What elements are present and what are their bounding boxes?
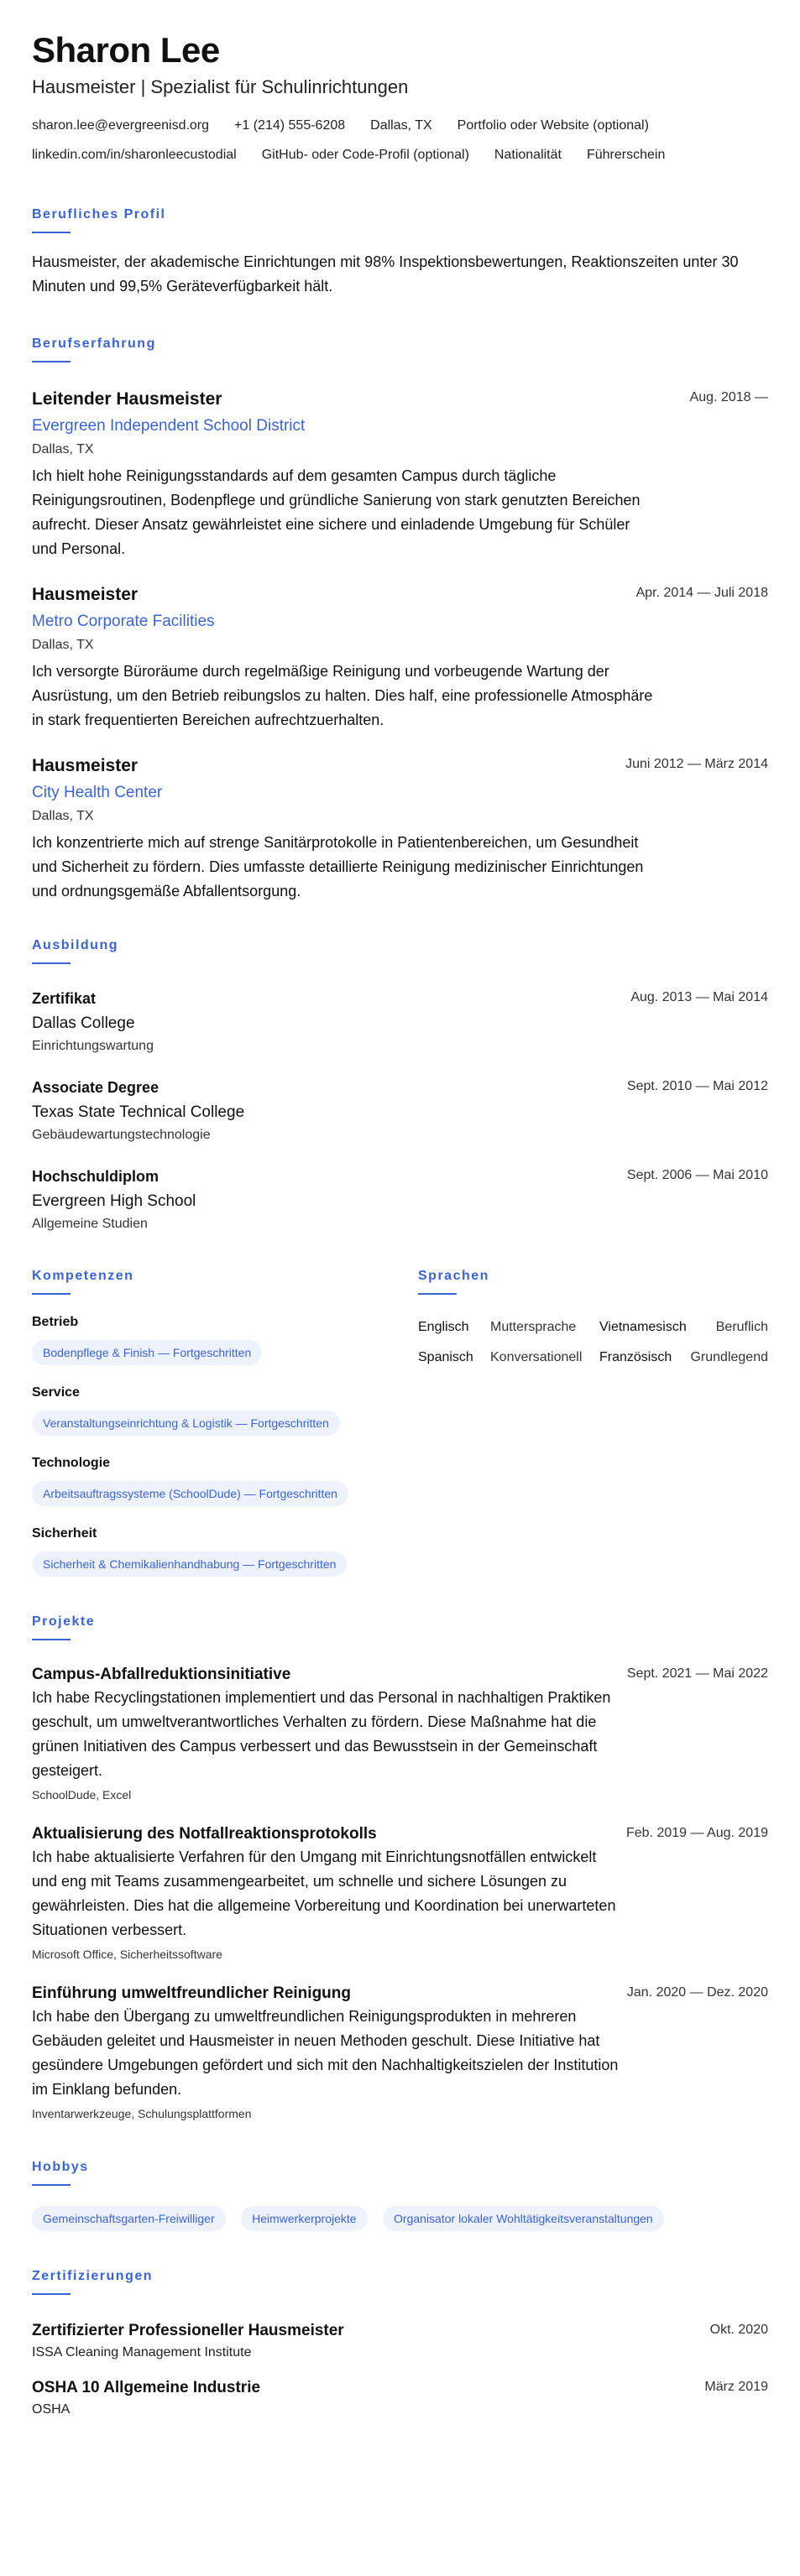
certifications-section — [32, 2268, 768, 2419]
education-degree: Associate Degree — [32, 1079, 159, 1096]
job-title: Leitender Hausmeister — [32, 389, 222, 409]
section-divider — [32, 1293, 71, 1295]
section-divider — [32, 2184, 71, 2186]
project-date: Jan. 2020 — Dez. 2020 — [626, 1985, 768, 2000]
job-date: Apr. 2014 — Juli 2018 — [635, 586, 768, 600]
projects-section — [32, 1614, 768, 2122]
project-tools: SchoolDude, Excel — [32, 1788, 132, 1802]
skills-section — [32, 1268, 418, 1577]
education-school: Texas State Technical College — [32, 1103, 245, 1121]
skill-chip: Veranstaltungseinrichtung & Logistik — Fortgeschritten — [32, 1411, 340, 1436]
certification-title: OSHA 10 Allgemeine Industrie — [32, 2379, 261, 2396]
education-field: Gebäudewartungstechnologie — [32, 1128, 211, 1142]
section-title: Sprachen — [418, 1269, 489, 1283]
certification-org: ISSA Cleaning Management Institute — [32, 2345, 252, 2360]
hobby-chip: Heimwerkerprojekte — [241, 2206, 367, 2231]
project-title: Aktualisierung des Notfallreaktionsprotokolls — [32, 1825, 377, 1843]
contact-location: Dallas, TX — [370, 118, 432, 133]
languages-section — [418, 1268, 768, 1577]
certification-title: Zertifizierter Professioneller Hausmeister — [32, 2322, 344, 2339]
education-field: Einrichtungswartung — [32, 1039, 154, 1053]
certification-entry — [32, 2320, 768, 2362]
project-date: Feb. 2019 — Aug. 2019 — [625, 1826, 768, 1840]
project-date: Sept. 2021 — Mai 2022 — [626, 1666, 768, 1681]
skill-category: Sicherheit — [32, 1526, 97, 1541]
job-company: City Health Center — [32, 784, 163, 801]
hobbies-section — [32, 2159, 768, 2231]
education-degree: Zertifikat — [32, 990, 97, 1007]
project-title: Campus-Abfallreduktionsinitiative — [32, 1666, 291, 1683]
project-title: Einführung umweltfreundlicher Reinigung — [32, 1984, 351, 2002]
language-list — [418, 1318, 768, 1367]
education-school: Evergreen High School — [32, 1192, 196, 1210]
education-date: Sept. 2010 — Mai 2012 — [626, 1079, 768, 1093]
job-company: Metro Corporate Facilities — [32, 613, 215, 630]
education-entry — [32, 1077, 768, 1145]
job-description: Ich konzentrierte mich auf strenge Sanitärprotokolle in Patientenbereichen, um Gesundheit und Sicherheit zu fördern. Dies umfasste detaillierte Reinigung medizinischer Einrichtungen und ordnungsgemäße Abfallentsorgung. — [32, 834, 644, 900]
section-divider — [32, 1639, 71, 1640]
job-location: Dallas, TX — [32, 442, 94, 456]
language-name: Spanisch — [418, 1350, 473, 1364]
contact-phone[interactable]: +1 (214) 555-6208 — [234, 118, 346, 133]
skill-chip: Sicherheit & Chemikalienhandhabung — Fortgeschritten — [32, 1551, 347, 1577]
hobby-chip: Organisator lokaler Wohltätigkeitsveranstaltungen — [383, 2206, 664, 2231]
project-description: Ich habe Recyclingstationen implementiert und das Personal in nachhaltigen Praktiken geschult, um umweltverantwortliches Verhalten zu fördern. Diese Maßnahme hat die grünen Initiativen des Campus verbessert und das Bewusstsein in der Gemeinschaft gesteigert. — [32, 1689, 611, 1779]
certification-org: OSHA — [32, 2402, 71, 2417]
skill-chip: Arbeitsauftragssysteme (SchoolDude) — Fortgeschritten — [32, 1481, 348, 1506]
job-description: Ich versorgte Büroräume durch regelmäßige Reinigung und vorbeugende Wartung der Ausrüstung, um den Betrieb reibungslos zu halten. Dies half, eine professionelle Atmosphäre in stark frequentierten Bereichen aufrechtzuerhalten. — [32, 663, 653, 728]
contact-email[interactable]: sharon.lee@evergreenisd.org — [32, 118, 210, 133]
language-name: Englisch — [418, 1320, 469, 1334]
education-field: Allgemeine Studien — [32, 1217, 148, 1231]
person-name: Sharon Lee — [32, 30, 220, 70]
contact-linkedin[interactable]: linkedin.com/in/sharonleecustodial — [32, 148, 237, 162]
language-name: Vietnamesisch — [599, 1320, 687, 1334]
skill-category: Technologie — [32, 1456, 111, 1470]
contact-nationality: Nationalität — [494, 148, 562, 162]
language-level: Beruflich — [715, 1320, 768, 1334]
job-title: Hausmeister — [32, 585, 139, 604]
job-title: Hausmeister — [32, 756, 139, 775]
job-company: Evergreen Independent School District — [32, 417, 306, 435]
certification-date: Okt. 2020 — [709, 2323, 768, 2337]
contact-github[interactable]: GitHub- oder Code-Profil (optional) — [261, 148, 469, 162]
section-title: Berufserfahrung — [32, 336, 156, 351]
section-divider — [32, 232, 71, 233]
resume-header — [32, 30, 768, 169]
language-level: Konversationell — [490, 1350, 583, 1364]
project-description: Ich habe aktualisierte Verfahren für den Umgang mit Einrichtungsnotfällen entwickelt und eng mit Teams zusammengearbeitet, um schnelle und sichere Lösungen zu gewährleisten. Dies hat die allgemeine Vorbereitung und Koordination bei unerwarteten Situationen verbessert. — [32, 1849, 616, 1938]
section-title: Kompetenzen — [32, 1269, 134, 1283]
education-entry — [32, 1165, 768, 1234]
hobby-chip: Gemeinschaftsgarten-Freiwilliger — [32, 2206, 226, 2231]
experience-section — [32, 336, 768, 904]
language-level: Muttersprache — [490, 1320, 577, 1334]
education-date: Aug. 2013 — Mai 2014 — [630, 990, 768, 1004]
profile-section — [32, 206, 768, 299]
project-description: Ich habe den Übergang zu umweltfreundlichen Reinigungsprodukten in mehreren Gebäuden geleitet und Hausmeister in neuen Methoden geschult. Diese Initiative hat gesündere Umgebungen gefördert und sich mit den Nachhaltigkeitszielen der Institution im Einklang befunden. — [32, 2008, 619, 2098]
certification-date: März 2019 — [704, 2380, 768, 2394]
section-title: Zertifizierungen — [32, 2269, 154, 2283]
job-entry — [32, 754, 768, 904]
section-divider — [32, 962, 71, 964]
education-school: Dallas College — [32, 1014, 135, 1032]
section-divider — [32, 2293, 71, 2295]
education-section — [32, 937, 768, 1234]
project-entry — [32, 1823, 768, 1963]
section-title: Ausbildung — [32, 938, 118, 952]
job-entry — [32, 388, 768, 561]
section-title: Hobbys — [32, 2160, 89, 2174]
headline: Hausmeister | Spezialist für Schulinrichtungen — [32, 76, 409, 97]
job-date: Juni 2012 — März 2014 — [625, 757, 768, 771]
profile-text: Hausmeister, der akademische Einrichtungen mit 98% Inspektionsbewertungen, Reaktionszeiten unter 30 Minuten und 99,5% Geräteverfügbarkeit hält. — [32, 253, 739, 295]
job-description: Ich hielt hohe Reinigungsstandards auf dem gesamten Campus durch tägliche Reinigungsroutinen, Bodenpflege und gründliche Sanierung von stark genutzten Bereichen aufrecht. Dieser Ansatz gewährleistet eine sichere und einladende Umgebung für Schüler und Personal. — [32, 467, 641, 557]
skills-languages-row — [32, 1268, 768, 1577]
contact-portfolio[interactable]: Portfolio oder Website (optional) — [457, 118, 649, 133]
section-divider — [418, 1293, 457, 1295]
job-location: Dallas, TX — [32, 638, 94, 652]
project-entry — [32, 1664, 768, 1803]
job-location: Dallas, TX — [32, 809, 94, 823]
job-date: Aug. 2018 — — [689, 390, 768, 404]
language-name: Französisch — [599, 1350, 672, 1364]
contact-license: Führerschein — [586, 148, 666, 162]
project-tools: Inventarwerkzeuge, Schulungsplattformen — [32, 2107, 252, 2120]
certification-entry — [32, 2377, 768, 2419]
project-entry — [32, 1983, 768, 2122]
skill-chip: Bodenpflege & Finish — Fortgeschritten — [32, 1340, 262, 1365]
section-title: Projekte — [32, 1614, 96, 1629]
education-degree: Hochschuldiplom — [32, 1168, 159, 1185]
job-entry — [32, 583, 768, 733]
contact-list — [32, 111, 768, 169]
education-entry — [32, 988, 768, 1056]
hobby-list — [32, 2206, 768, 2231]
language-level: Grundlegend — [690, 1350, 768, 1364]
section-divider — [32, 361, 71, 362]
section-title: Berufliches Profil — [32, 207, 166, 222]
education-date: Sept. 2006 — Mai 2010 — [626, 1168, 768, 1182]
skill-category: Betrieb — [32, 1315, 79, 1329]
project-tools: Microsoft Office, Sicherheitssoftware — [32, 1948, 222, 1961]
skill-category: Service — [32, 1385, 80, 1400]
